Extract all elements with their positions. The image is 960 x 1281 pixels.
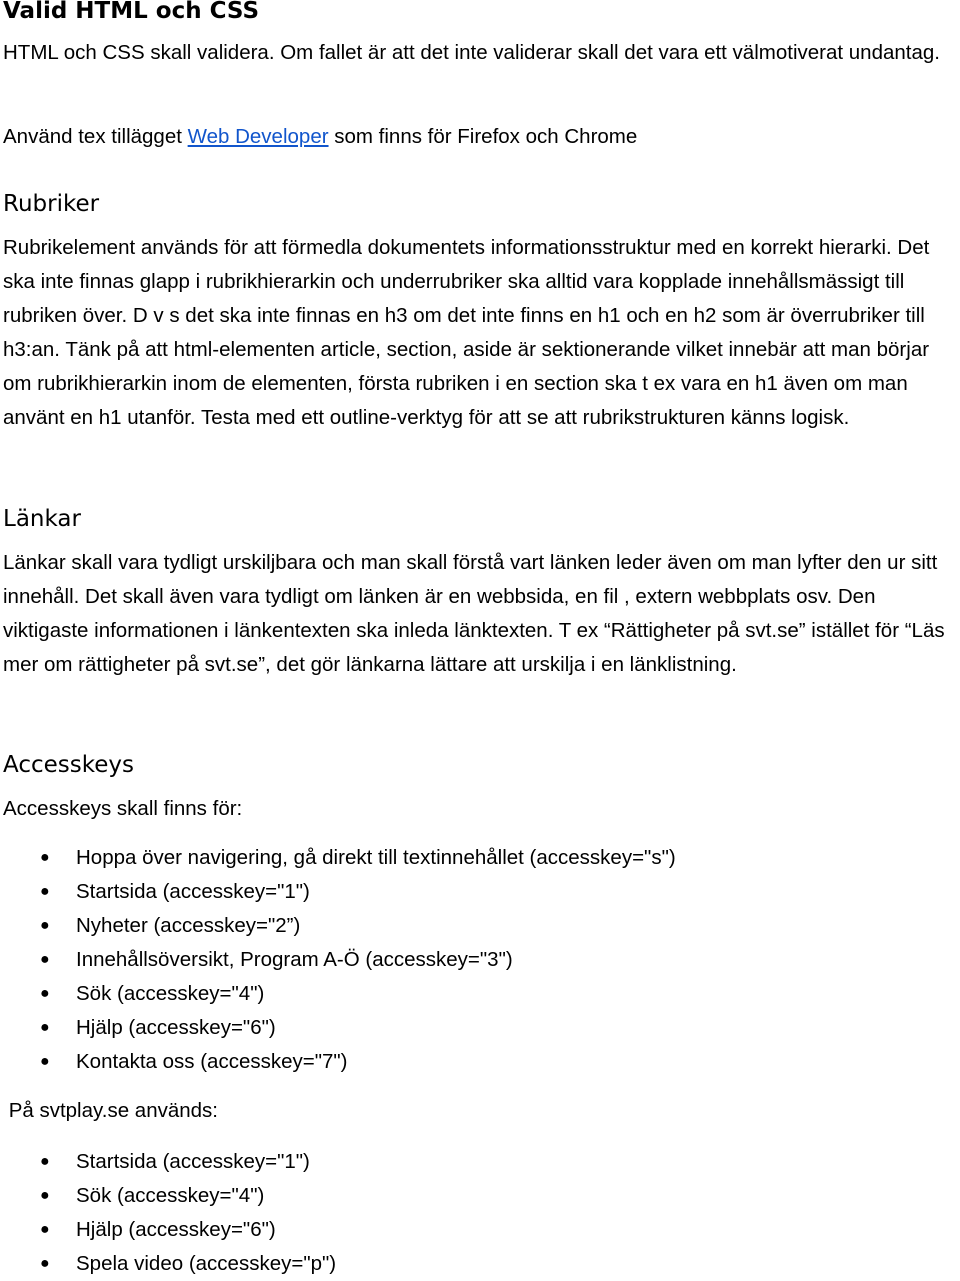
bullet-icon: ● [40,917,50,934]
bullet-icon: ● [40,883,50,900]
list-item-text: Startsida (accesskey="1") [76,1150,310,1173]
list-item-text: Sök (accesskey="4") [76,1184,265,1207]
bullet-icon: ● [40,1187,50,1204]
list-item-text: Kontakta oss (accesskey="7") [76,1050,348,1073]
paragraph-validation: HTML och CSS skall validera. Om fallet är att det inte validerar skall det vara ett välmotiverat undantag. [3,41,940,64]
list-item [3,943,960,977]
bullet-icon: ● [40,1221,50,1238]
paragraph-accesskeys-intro: Accesskeys skall finns för: [3,797,243,820]
web-developer-link[interactable]: Web Developer [187,125,329,148]
bullet-icon: ● [40,985,50,1002]
bullet-icon: ● [40,1153,50,1170]
list-item-text: Spela video (accesskey="p") [76,1252,337,1275]
paragraph-lankar: Länkar skall vara tydligt urskiljbara och man skall förstå vart länken leder även om man lyfter den ur sitt innehåll. Det skall även vara tydligt om länken är en webbsida, en fil , extern webbplats osv. Den viktigaste informationen i länkentexten ska inleda länktexten. T ex “Rättigheter på svt.se” istället för “Läs mer om rättigheter på svt.se”, det gör länkarna lättare att urskilja i en länklistning. [3,551,945,676]
accesskeys-list [3,841,960,1079]
list-item-text: Innehållsöversikt, Program A-Ö (accesskey="3") [76,948,513,971]
list-item [3,1213,960,1247]
paragraph-web-developer [3,121,960,153]
paragraph-web-developer-text-after: som finns för Firefox och Chrome [328,125,638,148]
heading-rubriker: Rubriker [3,191,100,217]
list-item [3,1011,960,1045]
heading-valid-html-css: Valid HTML och CSS [3,0,260,24]
paragraph-web-developer-text-before: Använd tex tillägget [3,125,188,148]
list-item [3,1247,960,1281]
bullet-icon: ● [40,1255,50,1272]
list-item [3,977,960,1011]
list-item [3,875,960,909]
list-item-text: Hjälp (accesskey="6") [76,1016,276,1039]
list-item [3,1145,960,1179]
bullet-icon: ● [40,849,50,866]
bullet-icon: ● [40,1053,50,1070]
list-item [3,1045,960,1079]
list-item-text: Hjälp (accesskey="6") [76,1218,276,1241]
list-item [3,909,960,943]
svtplay-accesskeys-list [3,1145,960,1281]
bullet-icon: ● [40,1019,50,1036]
paragraph-rubriker: Rubrikelement används för att förmedla dokumentets informationsstruktur med en korrekt hierarki. Det ska inte finnas glapp i rubrikhierarkin och underrubriker ska alltid vara kopplade innehållsmässigt till rubriken över. D v s det ska inte finnas en h3 om det inte finns en h1 och en h2 som är överrubriker till h3:an. Tänk på att html-elementen article, section, aside är sektionerande vilket innebär att man börjar om rubrikhierarkin inom de elementen, första rubriken i en section ska t ex vara en h1 även om man använt en h1 utanför. Testa med ett outline-verktyg för att se att rubrikstrukturen känns logisk. [3,236,930,429]
list-item-text: Hoppa över navigering, gå direkt till textinnehållet (accesskey="s") [76,846,676,869]
heading-accesskeys: Accesskeys [3,752,134,778]
list-item-text: Nyheter (accesskey="2”) [76,914,301,937]
list-item [3,841,960,875]
heading-lankar: Länkar [3,506,81,532]
bullet-icon: ● [40,951,50,968]
list-item-text: Sök (accesskey="4") [76,982,265,1005]
paragraph-svtplay-intro: På svtplay.se används: [3,1099,218,1122]
list-item-text: Startsida (accesskey="1") [76,880,310,903]
list-item [3,1179,960,1213]
